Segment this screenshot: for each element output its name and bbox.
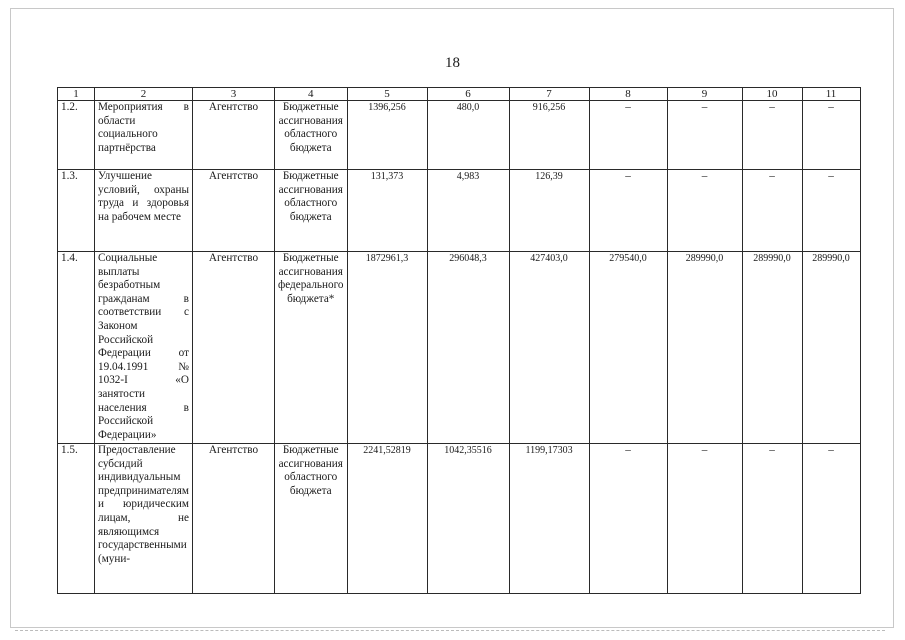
- measure-name: Улучшение условий, охраны труда и здоровья на рабочем месте: [95, 170, 193, 252]
- value-col8: –: [589, 101, 667, 170]
- header-cell: 10: [742, 88, 802, 101]
- value-col9: 289990,0: [667, 252, 742, 444]
- row-number: 1.3.: [58, 170, 95, 252]
- funding-source: Бюджетные ассигнования областного бюджета: [274, 444, 347, 594]
- header-cell: 5: [347, 88, 427, 101]
- value-col11: –: [802, 101, 860, 170]
- header-cell: 11: [802, 88, 860, 101]
- value-col7: 916,256: [509, 101, 589, 170]
- value-col8: –: [589, 170, 667, 252]
- measure-name: Социальные выплаты безработным гражданам в соответствии с Законом Российской Федерации от 19.04.1991 № 1032-I «О занятости населения в Российской Федерации»: [95, 252, 193, 444]
- value-col9: –: [667, 444, 742, 594]
- value-col7: 427403,0: [509, 252, 589, 444]
- value-col11: –: [802, 444, 860, 594]
- header-cell: 7: [509, 88, 589, 101]
- funding-source: Бюджетные ассигнования областного бюджета: [274, 101, 347, 170]
- value-col7: 1199,17303: [509, 444, 589, 594]
- value-total: 1396,256: [347, 101, 427, 170]
- funding-source: Бюджетные ассигнования областного бюджета: [274, 170, 347, 252]
- table-header-row: [58, 88, 861, 101]
- value-total: 131,373: [347, 170, 427, 252]
- value-col6: 1042,35516: [427, 444, 509, 594]
- value-col9: –: [667, 170, 742, 252]
- row-number: 1.5.: [58, 444, 95, 594]
- header-cell: 2: [95, 88, 193, 101]
- value-total: 1872961,3: [347, 252, 427, 444]
- value-col11: –: [802, 170, 860, 252]
- value-col7: 126,39: [509, 170, 589, 252]
- value-col11: 289990,0: [802, 252, 860, 444]
- value-col10: –: [742, 444, 802, 594]
- table-row: [58, 252, 861, 444]
- value-col6: 296048,3: [427, 252, 509, 444]
- page-number: 18: [445, 55, 460, 71]
- table-row: [58, 444, 861, 594]
- measure-name: Мероприятия в области социального партнёрства: [95, 101, 193, 170]
- scan-edge-line: [15, 630, 885, 631]
- header-cell: 6: [427, 88, 509, 101]
- value-col6: 480,0: [427, 101, 509, 170]
- header-cell: 4: [274, 88, 347, 101]
- header-cell: 3: [192, 88, 274, 101]
- value-col6: 4,983: [427, 170, 509, 252]
- funding-source: Бюджетные ассигнования федерального бюджета*: [274, 252, 347, 444]
- value-col10: –: [742, 101, 802, 170]
- executor: Агентство: [192, 170, 274, 252]
- table-row: [58, 170, 861, 252]
- value-col8: 279540,0: [589, 252, 667, 444]
- table-row: [58, 101, 861, 170]
- executor: Агентство: [192, 101, 274, 170]
- value-col9: –: [667, 101, 742, 170]
- header-cell: 1: [58, 88, 95, 101]
- executor: Агентство: [192, 444, 274, 594]
- row-number: 1.4.: [58, 252, 95, 444]
- value-col10: –: [742, 170, 802, 252]
- header-cell: 9: [667, 88, 742, 101]
- executor: Агентство: [192, 252, 274, 444]
- row-number: 1.2.: [58, 101, 95, 170]
- value-col10: 289990,0: [742, 252, 802, 444]
- header-cell: 8: [589, 88, 667, 101]
- value-col8: –: [589, 444, 667, 594]
- program-table: [57, 87, 861, 594]
- value-total: 2241,52819: [347, 444, 427, 594]
- measure-name: Предоставление субсидий индивидуальным предпринимателям и юридическим лицам, не являющимся государственными (муни-: [95, 444, 193, 594]
